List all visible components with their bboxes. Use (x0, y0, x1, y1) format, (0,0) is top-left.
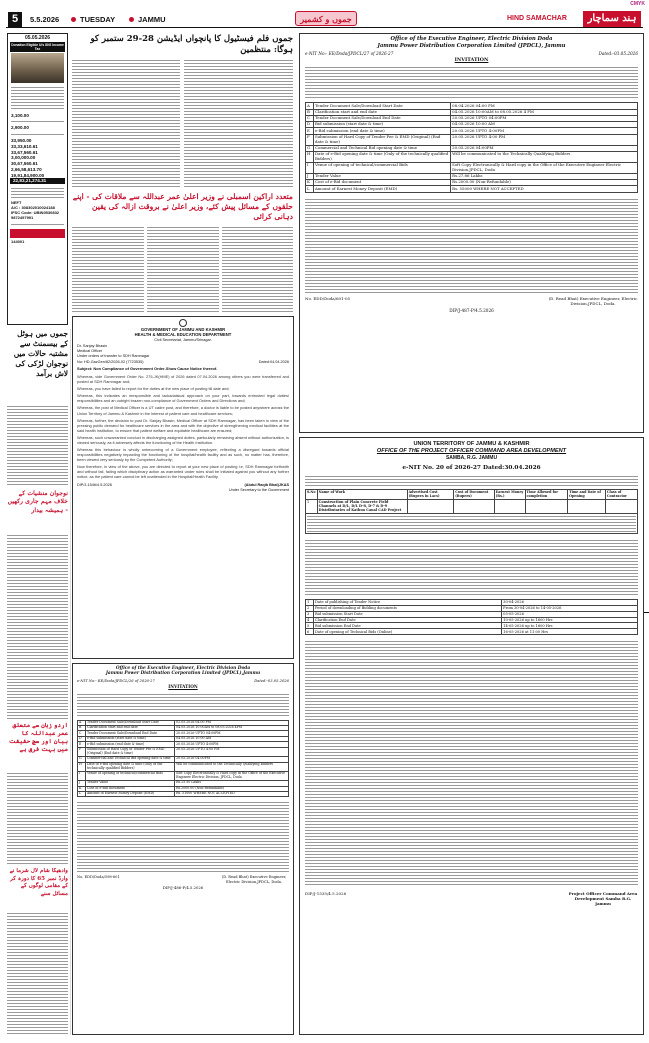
table-row (306, 186, 638, 192)
table-row (306, 629, 638, 635)
table-cell: Tender Document Sale/Download End Date (314, 115, 451, 121)
table-cell: 04.05.2026 10:00AM to 08.05.2026 4 PM (451, 109, 638, 115)
table-cell: D (306, 122, 314, 128)
pin-code: 144001 (11, 239, 25, 244)
tender-bottom (72, 663, 294, 1035)
donation-box (7, 33, 68, 325)
ut-nit: e-NIT No. 20 of 2026-27 Dated:30.04.2026 (402, 465, 541, 472)
donation-amount: 3,100.00 (11, 112, 29, 118)
tender-dated: Dated:-03.05.2026 (254, 678, 289, 683)
tender-dip: DIP/J-486-P/4.5.2026 (162, 885, 204, 891)
headline-festival: جموں فلم فیسٹیول کا پانچواں ایڈیشن 28-29 ستمبر کو ہوگا: منتظمین (90, 34, 293, 56)
table-cell: Cost of e-Bid document (86, 786, 175, 791)
table-cell: Date of e-Bid opening date & time (Only of the technically qualified Bidders) (314, 151, 451, 162)
tender-corp: Jammu Power Distribution Corporation Limited (JPDCL),Jammu (105, 671, 261, 677)
table-row (306, 162, 638, 173)
contact-phone: 9872497991 (11, 215, 34, 220)
emblem-icon (179, 319, 187, 327)
headline-wadhika: وادھیکا شام لال شرما نے وارڈ نمبر 65 کا دورہ کر کے مقامی لوگوں کے مسائل سنے (9, 868, 68, 897)
tender-no: No. EDD/Doda/598-601 (77, 875, 120, 880)
table-cell: Rs.25.50 Lakhs (175, 781, 289, 786)
table-cell: 04.05.2026 10:00 AM (451, 122, 638, 128)
table-row (306, 151, 638, 162)
table-cell: Date of e-Bid opening date & time (Only of the technically qualified Bidders) (86, 762, 175, 771)
table-cell: Bid submission End Date (314, 623, 502, 629)
table-cell: L (306, 186, 314, 192)
table-cell: 20.05.2026 UPTO 04:00PM (451, 115, 638, 121)
table-cell: 20.05.2026 04:00PM (175, 757, 289, 762)
notice-to-role: Medical Officer (77, 348, 103, 353)
tender-corp: Jammu Power Distribution Corporation Limited (JPDCL), Jammu (377, 42, 566, 49)
notice-para: Whereas, you have failed to report for the duties at the new place of posting till date and; (77, 386, 230, 392)
notice-gov: GOVERNMENT OF JAMMU AND KASHMIR (140, 327, 226, 332)
table-cell: 6 (306, 629, 314, 635)
table-cell: Tender Value (86, 781, 175, 786)
table-cell: Cost of e-Bid document (314, 180, 451, 186)
headline-mla-meeting: متعدد اراکین اسمبلی نے وزیر اعلیٰ عمر عبداللہ سے ملاقات کی - اپنے حلقوں کے مسائل پیش کئے، وزیر اعلیٰ نے بروقت ازالہ کی یقین دہانی کرائی (72, 192, 293, 221)
table-header: Time and Date of Opening (568, 490, 606, 500)
table-cell: Clarification start and end date (314, 109, 451, 115)
table-cell: Submission of Hard Copy of Tender Fee & EMD (Original) (End date & time) (314, 134, 451, 145)
table-header: Cost of Document (Rupees) (454, 490, 494, 500)
table-cell: A (78, 720, 86, 725)
notice-sect: Civil Secretariat, Jammu/Srinagar. (154, 337, 212, 342)
table-cell: 30-04-2026 (502, 599, 638, 605)
donation-amount: 33,33,610.61 (11, 143, 38, 149)
tender-heading: INVITATION (454, 57, 489, 64)
table-cell: B (78, 726, 86, 731)
donation-amount: 3,00,000.00 (11, 155, 36, 161)
notice-para: Whereas this behaviour is wholly unbecoming of a Government employee, reflecting a disregard towards official responsibilities negatively impacting the functioning of the hospital/health facility and as such, no matter has, therefore, been viewed very seriously by the Competent Authority; (77, 446, 289, 463)
table-cell: From 30-04-2026 to 14-05-2026 (502, 605, 638, 611)
table-cell: Venue of opening of technical/commercial Bids (314, 162, 451, 173)
table-cell: Tender Value (314, 173, 451, 179)
table-cell: A (306, 103, 314, 109)
tender-heading: INVITATION (168, 684, 198, 690)
table-cell: Date of opening of Technical Bids (Online) (314, 629, 502, 635)
notice-para: Whereas, further, the decision to post Dr. Sanjay Bhasin, Medical Officer at SDH Ramnagar, has been taken in view of the pressing public demand for healthcare services in the area and with the objective of strengthening medical facilities at the said health institution, to ensure that patient welfare and equitable healthcare are ensured; (77, 417, 289, 433)
table-cell: Venue of opening of technical/commercial Bids (86, 771, 175, 780)
table-cell: H (306, 151, 314, 162)
section-name: جموں و کشمیر (295, 11, 357, 26)
table-header: Name of Work (317, 490, 407, 500)
table-cell: J (306, 173, 314, 179)
bullet-icon (71, 17, 76, 22)
cmyk-mark: CMYK (630, 1, 645, 7)
table-cell: 20.05.2026 UPTO 4:00PM (175, 742, 289, 747)
notice-para: Whereas, this indicates an irresponsible and lackadaisical approach on your part, towards entrusted legal duties/ responsibilities and an outright brazen non-compliance of Government Orders and Directions and; (77, 393, 289, 404)
tender-dated: Dated:-03.05.2026 (598, 51, 638, 56)
table-row (78, 771, 289, 780)
notice-sign-name: (Abdul Raqib Bhat)JKAS (244, 483, 289, 488)
table-row (306, 134, 638, 145)
table-cell: E (306, 128, 314, 134)
donation-amount: 33,950.00 (11, 138, 32, 144)
tender-dip: DIP/J-487-P/4.5.2026 (449, 307, 494, 313)
table-cell: Commercial and Technical Bid opening date & time (86, 757, 175, 762)
newspaper-logo: ہند سماچار (583, 11, 641, 27)
tender-sign: (D. Read Bhat) Executive Engineer, Electric Division,JPDCL, Doda. (548, 295, 638, 306)
table-cell: Clarification End Date (314, 617, 502, 623)
masthead-city: JAMMU (138, 15, 166, 24)
notice-to-addr: Under orders of transfer to SDH Ramnagar (77, 353, 150, 358)
headline-urdu: اردو زبان سے متعلق عمر عبداللہ کا بیان اور سچ حقیقت میں بہت فرق ہے (8, 722, 68, 754)
ut-place: SAMBA, R.G. JAMMU (445, 454, 498, 461)
table-cell: Rs. 51000 WHERE NOT ACCEPTED (175, 791, 289, 796)
table-cell: Period of downloading of Bidding documents (314, 605, 502, 611)
table-header: Earnest Money (Rs.) (495, 489, 524, 498)
table-cell: e-Bid submission (end date & time) (86, 742, 175, 747)
bullet-icon (129, 17, 134, 22)
table-cell: H (78, 762, 86, 771)
donation-amount: 2,900.00 (11, 125, 29, 131)
table-cell: D (78, 736, 86, 741)
table-cell: I (306, 162, 314, 173)
table-header: Time Allowed for completion (525, 490, 568, 500)
table-cell: 1 (306, 599, 314, 605)
bank-account: A/C : 308302010024188 (11, 205, 55, 210)
notice-dip: DIP/J-1546/4.5.2026 (77, 483, 112, 488)
table-header: S.No (306, 490, 318, 500)
table-header: Class of Contractor (605, 490, 637, 500)
table-cell: J (78, 781, 86, 786)
ut-tender-table: S.No Name of Work Advertised Cost (Rupees in Lacs) Cost of Document (Rupees) Earnest Money (Rs.) Time Allowed for completion Time and Date of Opening Class of Contractor 1 Construction of Plain Concrete Field Channels at D/L, D/L D-8, D-7 & D-9 Distributaries of Kathua Canal CAD Project (305, 489, 638, 533)
ut-office: OFFICE OF THE PROJECT OFFICER COMMAND AREA DEVELOPMENT (376, 447, 567, 454)
table-cell: 04.05.2026 10:00 AM (175, 736, 289, 741)
headline-drugs: نوجوان منشیات کے خلاف مہم جاری رکھیں - ہمیشہ بیدار (7, 490, 68, 514)
table-cell: 5 (306, 623, 314, 629)
table-cell: Bid submission (start date & time) (314, 122, 451, 128)
ut-sign: Project Officer Command Area Development Samba R.G. Jammu (568, 891, 638, 907)
donation-amount: 22,83,21,274.31 (10, 178, 65, 184)
table-cell: Tender Document Sale/Download End Date (86, 731, 175, 736)
masthead-date: 5.5.2026 (30, 15, 60, 24)
tender-no: No. EDD/Doda/601-05 (305, 295, 351, 301)
table-cell: Rs.2000.00 (Non-Refundable) (451, 180, 638, 186)
notice-subject: Subject: Non Compliance of Government Order-Show Cause Notice thereof. (77, 366, 218, 372)
masthead (0, 0, 649, 32)
table-cell: Commercial and Technical Bid opening date & time (314, 145, 451, 151)
table-row (78, 762, 289, 771)
table-cell: L (78, 791, 86, 796)
gov-notice (72, 316, 294, 659)
table-cell: I (78, 771, 86, 780)
table-cell: B (306, 109, 314, 115)
table-cell: K (306, 180, 314, 186)
table-cell: 3 (306, 611, 314, 617)
tender-nit: e-NIT No:- EE/Doda/JPDCL/26 of 2026-27 (77, 678, 155, 683)
masthead-day: TUESDAY (80, 15, 116, 24)
table-cell: Clarification start and end date (86, 726, 175, 731)
publisher-name: HIND SAMACHAR (507, 15, 567, 22)
table-cell: Soft Copy Electronically & Hard copy in the Office of the Executive Engineer Electric Division, JPDCL, Doda (175, 771, 289, 780)
tender-table (77, 720, 289, 798)
notice-no: No: HD-GazGen/82/2026-02 (7723535) (77, 360, 144, 365)
table-cell: Date of publishing of Tender Notice (314, 599, 502, 605)
page-number: 5 (8, 12, 22, 27)
tender-top (299, 33, 644, 433)
table-header: Advertised Cost (Rupees in Lacs) (407, 490, 454, 500)
table-cell: F (78, 747, 86, 756)
table-cell: F (306, 134, 314, 145)
table-cell: Amount of Earnest Money Deposit (EMD) (86, 791, 175, 796)
table-cell: G (306, 145, 314, 151)
headline-hotel: جموں میں ہوٹل کے بیسمنٹ سے مشتبہ حالات میں نوجوان لڑکی کی لاش برآمد (13, 329, 68, 378)
table-row (78, 747, 289, 756)
bank-ifsc: IFSC Code: UBIN0530832 (11, 210, 60, 215)
table-cell: 2 (306, 605, 314, 611)
table-cell: 08.04.2026 04:00 PM (451, 103, 638, 109)
notice-para: Whereas, the post of Medical Officer is a UT cadre post, and therefore, a doctor is liable to be posted anywhere across the Union Territory of Jammu & Kashmir in the interest of patient care and healthcare services; (77, 405, 289, 416)
tender-table (305, 102, 638, 192)
table-cell: Will be communicated to the Technically Qualifying Bidders (175, 762, 289, 771)
notice-dated: Dated:04.04.2026 (258, 360, 289, 365)
tender-nit: e-NIT No:- EE/Doda/JPDCL/27 of 2026-27 (305, 51, 394, 56)
table-cell: e-Bid submission (start date & time) (86, 736, 175, 741)
table-cell: 20.05.2026 UPTO 4:00PM (451, 128, 638, 134)
notice-to-name: Dr. Sanjay Bhasin (77, 344, 108, 349)
notice-para: Whereas, such unwarranted conduct in discharging assigned duties, particularly remaining absent without authorization, is viewed seriously, as it adversely affects the functioning of the Health Institution. (77, 434, 289, 445)
donation-amount: 2,66,58,613.70 (11, 166, 42, 172)
donation-amount: 30,67,560.61 (11, 161, 38, 167)
donation-date: 05.05.2026 (24, 35, 51, 41)
notice-para: Now therefore, in view of the above, you are directed to report at your new place of posting i.e, SDH Ramnagar forthwith and without fail, failing which disciplinary action as warranted under rules shall be initiated against you without any further notice, as the patient care cannot be left unattended in the Hospital/Health Facility. (77, 464, 289, 480)
tender-office: Office of the Executive Engineer, Electric Division Doda (390, 36, 553, 42)
table-cell: Amount of Earnest Money Deposit (EMD) (314, 186, 451, 192)
tender-sign: (D. Read Bhat) Executive Engineer, Electric Division,JPDCL, Doda. (221, 875, 287, 884)
table-cell: 16-05-2026 at 11:00 Hrs (502, 629, 638, 635)
donation-amount: 33,67,560.61 (11, 149, 38, 155)
donation-subtitle: Donation Eligible U/s 80G Income Tax (11, 42, 64, 51)
notice-para: Whereas, vide Government Order No. 275-JK(HME) of 2026 dated 07.04.2026 among others you were transferred and posted at SDH Ramnagar and; (77, 374, 289, 385)
ut-work: Construction of Plain Concrete Field Channels at D/L, D/L D-8, D-7 & D-9 Distributaries of Kathua Canal CAD Project (317, 499, 407, 513)
table-cell: 4 (306, 617, 314, 623)
table-cell: 20.05.2026 UPTO 4:00 PM (451, 134, 638, 145)
notice-sign-role: Under Secretary to the Government (228, 488, 289, 493)
table-cell: C (78, 731, 86, 736)
table-cell: Soft Copy Electronically & Hard copy in the Office of the Executive Engineer Electric Division,JPDCL, Doda (451, 162, 638, 173)
ut-name: UNION TERRITORY OF JAMMU & KASHMIR (413, 441, 530, 447)
donation-amount: 19,91,84,900.00 (11, 172, 45, 178)
ut-dates-table (305, 599, 638, 635)
table-cell: Rs. 55000 WHERE NOT ACCEPTED (451, 186, 638, 192)
table-cell: Bid submission Start Date (314, 611, 502, 617)
table-cell: 20.05.2026 04:00PM (451, 145, 638, 151)
tender-office: Office of the Executive Engineer, Electric Division Doda (115, 666, 251, 671)
table-cell: Tender Document Sale/Download Start Date (86, 720, 175, 725)
table-cell: 10-05-2026 up to 1600 Hrs (502, 617, 638, 623)
table-cell: Rs.2000.00 (Non-Refundable) (175, 786, 289, 791)
notice-dept: HEALTH & MEDICAL EDUCATION DEPARTMENT (134, 332, 232, 338)
table-cell: 05-05-2026 (502, 611, 638, 617)
table-cell: Submission of Hard Copy of Tender Fee & EMD (Original) (End date & time) (86, 747, 175, 756)
table-cell: 04.05.2026 10:00AM to 08.05.2026 4PM (175, 726, 289, 731)
table-cell: C (306, 115, 314, 121)
table-cell: E (78, 742, 86, 747)
bank-neft: NEFT (11, 200, 22, 205)
table-cell: 14-05-2026 up to 1600 Hrs (502, 623, 638, 629)
table-cell: 20.05.2026 UPTO 04:00PM (175, 731, 289, 736)
table-cell: e-Bid submission (end date & time) (314, 128, 451, 134)
table-cell: K (78, 786, 86, 791)
table-row (78, 791, 289, 796)
table-cell: 02.05.2026 04:00 PM (175, 720, 289, 725)
table-cell: Rs.27.86 Lakhs (451, 173, 638, 179)
ut-tender (299, 437, 644, 1035)
table-cell: 20.05.2026 UPTO 4:00 PM (175, 747, 289, 756)
crosshair-mark (644, 612, 649, 613)
ut-dip: DIP/J-1535/4.5.2026 (305, 891, 347, 897)
table-cell: G (78, 757, 86, 762)
table-cell: Tender Document Sale/Download Start Date (314, 103, 451, 109)
table-cell: Will be communicated to the Technically Qualifying Bidders (451, 151, 638, 162)
donation-photo (11, 53, 64, 83)
